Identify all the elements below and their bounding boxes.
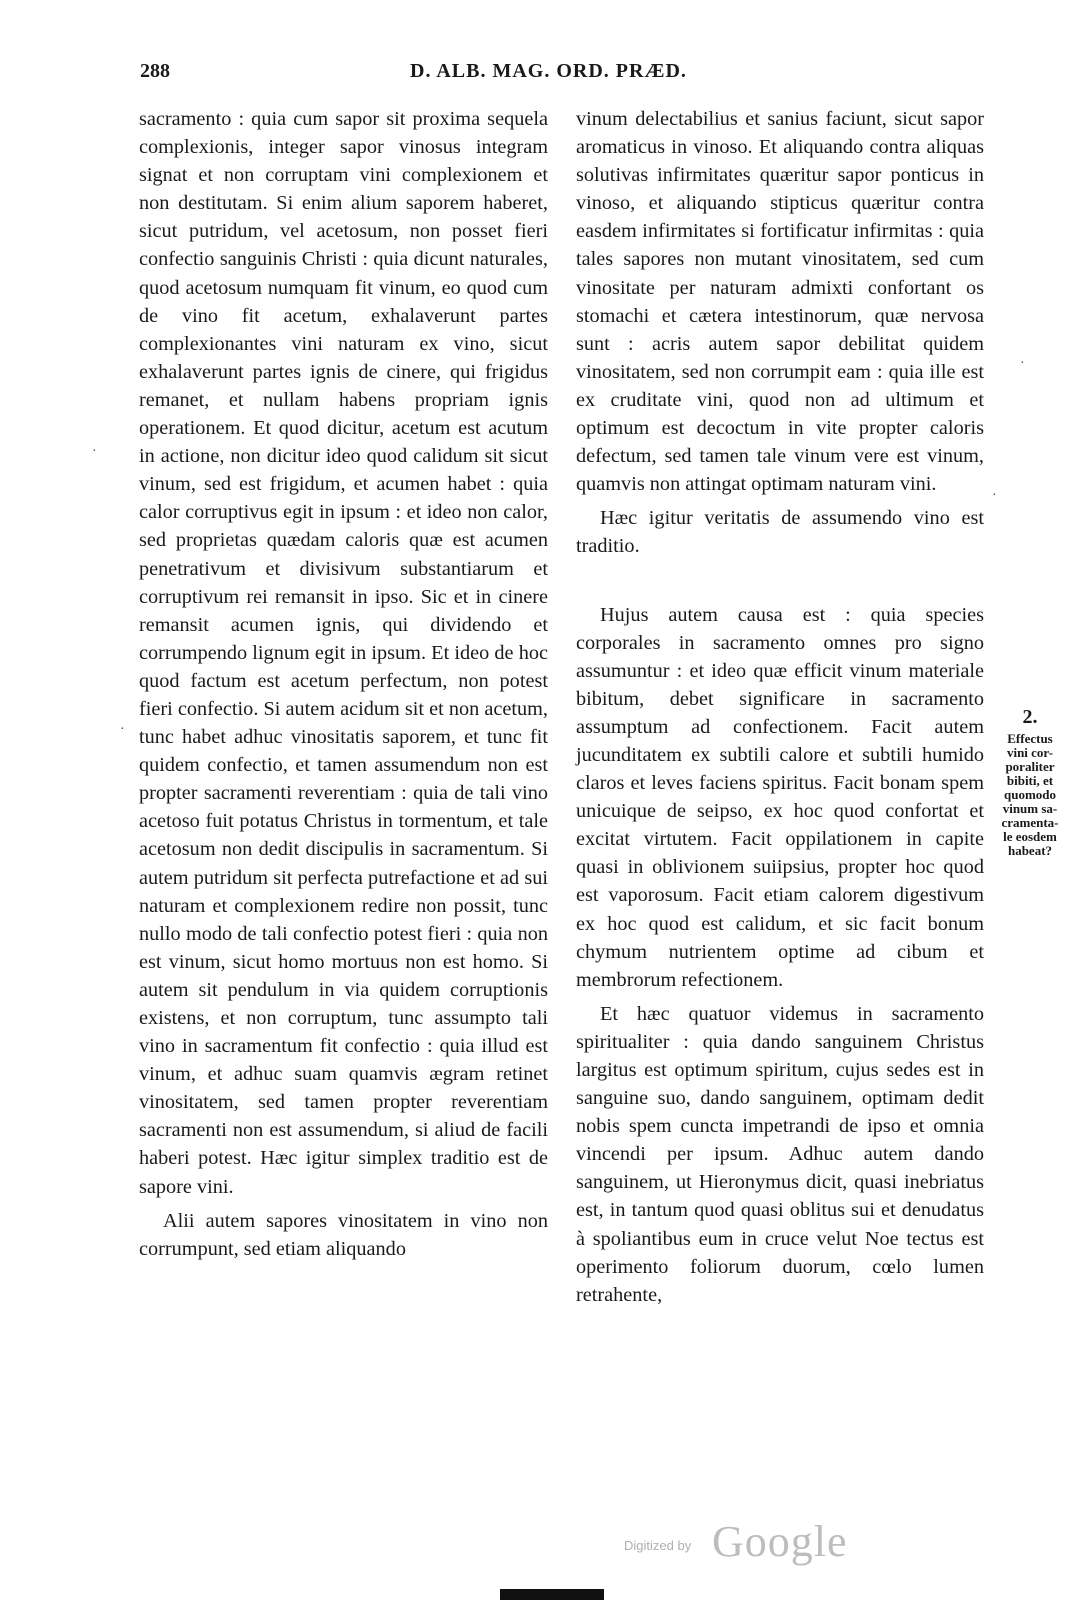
margin-note-number: 2. bbox=[1022, 706, 1038, 728]
paragraph: Hujus autem causa est : quia species corporales in sacramento omnes pro signo assumuntur : et ideo quæ efficit vinum materiale bibitum, debet significare in sacramento assumptum ad confectionem. Facit autem jucunditatem ex subtili calore et subtili humido claros et leves faciens spiritus. Facit bonam spem unicuique de seipso, ex hoc quod confortat et excitat virtutem. Facit oppilationem in capite quasi in oblivionem suiipsius, propter hoc quod est vaporosum. Facit etiam calorem digestivum ex hoc quod est calidum, et sic facit bonum chymum nutrientem optime ad cibum et membrorum refectionem. bbox=[576, 603, 984, 991]
paragraph: Et hæc quatuor videmus in sacramento spiritualiter : quia dando sanguinem Christus largitus est optimum spiritum, cujus sedes est in sanguine suo, dando sanguinem, optimam dedit nobis spem cuncta impetrandi de ipso et omnia vincendi per ipsum. Adhuc autem dando sanguinem, ut Hieronymus dicit, quasi inebriatus est, in tantum quod quasi oblitus sui et denudatus à spoliantibus eum in cruce velut Noe tectus est operimento foliorum duorum, cœlo lumen retrahente, bbox=[576, 1002, 984, 1306]
paragraph: Hæc igitur veritatis de assumendo vino est traditio. bbox=[576, 507, 984, 558]
margin-note bbox=[990, 704, 1070, 858]
page-number: 288 bbox=[140, 60, 170, 82]
paragraph: sacramento : quia cum sapor sit proxima sequela complexionis, integer sapor vinosus integram signat et non corruptam vini complexionem et non destitutam. Si enim alium saporem haberet, sicut putridum, vel acetosum, non posset fieri confectio sanguinis Christi : quia dicunt naturales, quod acetosum numquam fit vinum, eo quod cum de vino fit acetum, exhalaverunt partes complexionantes vini naturam ex vino, sicut exhalaverunt partes ignis de cinere, qui frigidus remanet, et nullam habens propriam ignis operationem. Et quod dicitur, acetum est acutum in actione, non dicitur ideo quod calidum sit sicut vinum, sed est frigidum, et acumen habet : quia calor corruptivus egit in ipsum : et ideo non calor, sed proprietas quædam caloris quæ est acumen penetrativum et divisivum substantiarum et corruptivum rei remansit in ipso. Sic et in cinere remansit acumen ignis, qui dividendo et corrumpendo lignum egit in ipsum. Et ideo de hoc quod factum est acetum perfectum, non potest fieri confectio. Si autem acidum sit et non acetum, tunc habet adhuc vinositatis saporem, et tunc fit quidem confectio, et tamen assumendum non est propter sacramenti reverentiam : quia de tali vino acetoso fuit potatus Christus in tormentum, et tale acetosum non dedit discipulis in sacramentum. Si autem putridum sit perfecta putrefactione et ad sui naturam et complexionem redire non possit, tunc nullo modo de tali confectio potest fieri : quia non est vinum, sicut homo mortuus non est homo. Si autem sit pendulum in via quidem corruptionis existens, et non corruptum, tunc assumpto tali vino in sacramentum fit confectio : quia illud est vinum, et adhuc suam quamvis ægram retinet vinositatem, sed tamen propter reverentiam sacramenti non est assumendum, si aliud de facili haberi potest. Hæc igitur simplex traditio est de sapore vini. bbox=[139, 108, 548, 1198]
running-head: D. ALB. MAG. ORD. PRÆD. bbox=[410, 60, 687, 82]
right-text-column bbox=[576, 105, 984, 1309]
scan-edge-bar bbox=[500, 1589, 604, 1600]
scan-speck: · bbox=[120, 722, 125, 737]
scan-speck: · bbox=[1020, 356, 1025, 371]
page-header bbox=[140, 60, 990, 90]
scan-speck: · bbox=[992, 488, 997, 503]
margin-note-text: Effectus vini cor- poraliter bibiti, et quomodo vinum sa- cramenta- le eosdem habeat? bbox=[1001, 731, 1059, 858]
paragraph: vinum delectabilius et sanius faciunt, sicut sapor aromaticus in vinoso. Et aliquando contra aliquas solutivas infirmitates quæritur sapor ponticus in vinoso, et aliquando stipticus quæritur contra easdem infirmitates si fortificatur infirmitas : quia tales sapores non mutant vinositatem, sed cum vinositate per naturam admixti confortant os stomachi et cætera intestinorum, quæ nervosa sunt : acris autem sapor debilitat quidem vinositatem, sed non corrumpit eam : quia ille est ex cruditate vini, quod non ad ultimum et optimum est decoctum in vite propter caloris defectum, sed tamen tale vinum vere est vinum, quamvis non attingat optimam naturam vini. bbox=[576, 108, 984, 496]
left-text-column bbox=[139, 105, 548, 1263]
google-logo: Google bbox=[712, 1517, 848, 1566]
digitized-by-label: Digitized by bbox=[624, 1538, 692, 1553]
scan-speck: · bbox=[92, 444, 97, 459]
paragraph: Alii autem sapores vinositatem in vino non corrumpunt, sed etiam aliquando bbox=[139, 1209, 548, 1260]
